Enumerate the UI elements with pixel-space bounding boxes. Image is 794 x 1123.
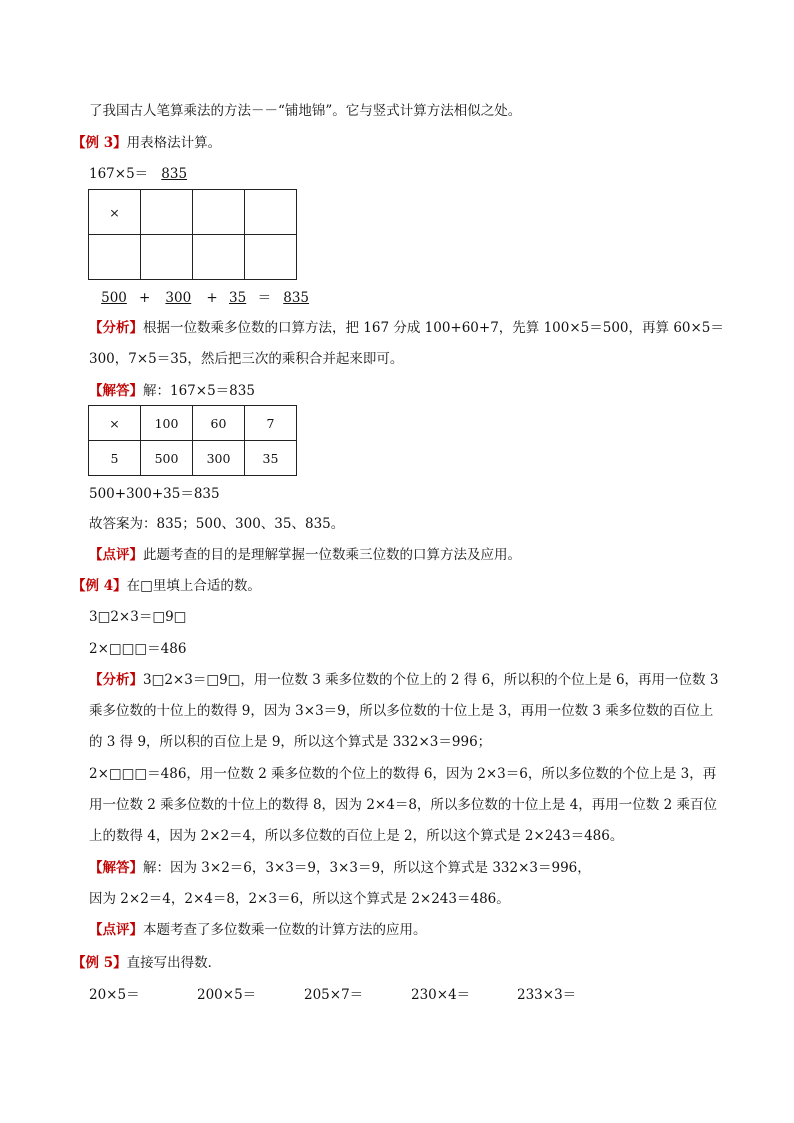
example-5-heading	[72, 953, 221, 973]
answer-table-cell: ×	[89, 406, 141, 441]
example-5-item: 205×7＝	[304, 987, 364, 1003]
blank-table-symbol: ×	[89, 190, 141, 235]
sum-part-1: 500	[101, 290, 127, 306]
example-3-expression	[89, 164, 200, 184]
example-4-question: 在□里填上合适的数。	[126, 578, 261, 594]
example-5-item: 20×5＝	[89, 987, 140, 1003]
analysis-text: 3□2×3＝□9□，用一位数 3 乘多位数的个位上的 2 得 6，所以积的个位上是 6，再用一位数 3	[143, 672, 719, 688]
equals-sign: ＝	[257, 290, 272, 306]
answer-text: 解：因为 3×2＝6，3×3＝9，3×3＝9，所以这个算式是 332×3＝996，	[143, 860, 591, 876]
analysis-label: 【分析】	[89, 320, 143, 336]
example-5-item: 230×4＝	[411, 987, 471, 1003]
example-4-analysis-line-2: 乘多位数的十位上的数得 9，因为 3×3＝9，所以多位数的十位上是 3，再用一位数 3 乘多位数的百位上	[89, 703, 714, 719]
example-3-analysis-line-1	[89, 318, 724, 338]
sum-total: 835	[283, 290, 310, 306]
example-3-tag: 【例 3】	[72, 135, 127, 151]
example-4-analysis-line-1	[89, 670, 718, 690]
example-5-item: 233×3＝	[517, 987, 577, 1003]
answer-table-cell: 500	[141, 441, 193, 476]
example-5-tag: 【例 5】	[72, 955, 127, 971]
answer-text: 解：167×5＝835	[143, 383, 255, 399]
answer-table-cell: 7	[245, 406, 297, 441]
comment-text: 此题考查的目的是理解掌握一位数乘三位数的口算方法及应用。	[143, 547, 521, 563]
comment-text: 本题考查了多位数乘一位数的计算方法的应用。	[143, 922, 427, 938]
comment-label: 【点评】	[89, 922, 143, 938]
example-3-comment	[89, 545, 521, 565]
example-4-analysis-line-6: 上的数得 4，因为 2×2＝4，所以多位数的百位上是 2，所以这个算式是 2×243＝486。	[89, 828, 624, 844]
sum-part-3: 35	[229, 290, 247, 306]
example-4-tag: 【例 4】	[72, 578, 127, 594]
answer-table-cell: 5	[89, 441, 141, 476]
example-5-question: 直接写出得数．	[126, 955, 222, 971]
answer-multiplication-table	[88, 405, 297, 476]
example-5-item: 200×5＝	[197, 987, 257, 1003]
blank-multiplication-table	[88, 189, 297, 280]
answer-table-cell: 60	[193, 406, 245, 441]
blank-cell	[193, 235, 245, 280]
blank-cell	[245, 235, 297, 280]
example-3-heading	[72, 133, 221, 153]
answer-table-cell: 35	[245, 441, 297, 476]
example-3-question: 用表格法计算。	[126, 135, 222, 151]
example-4-analysis-line-5: 用一位数 2 乘多位数的十位上的数得 8，因为 2×4＝8，所以多位数的十位上是 4，再用一位数 2 乘百位	[89, 797, 717, 813]
answer-table-cell: 300	[193, 441, 245, 476]
final-answer: 故答案为：835；500、300、35、835。	[89, 516, 345, 532]
blank-cell	[141, 190, 193, 235]
equation-1: 3□2×3＝□9□	[89, 609, 187, 625]
example-4-heading	[72, 576, 261, 596]
answer-table-cell: 100	[141, 406, 193, 441]
example-3-analysis-line-2: 300，7×5＝35，然后把三次的乘积合并起来即可。	[89, 351, 404, 367]
blank-cell	[141, 235, 193, 280]
analysis-text: 根据一位数乘多位数的口算方法，把 167 分成 100+60+7，先算 100×5＝500，再算 60×5＝	[143, 320, 724, 336]
comment-label: 【点评】	[89, 547, 143, 563]
analysis-label: 【分析】	[89, 672, 143, 688]
sum-line: 500+300+35＝835	[89, 486, 220, 502]
example-4-analysis-line-4: 2×□□□＝486，用一位数 2 乘多位数的个位上的数得 6，因为 2×3＝6，所以多位数的个位上是 3，再	[89, 766, 717, 782]
sum-part-2: 300	[165, 290, 192, 306]
intro-line: 了我国古人笔算乘法的方法－－“铺地锦”。它与竖式计算方法相似之处。	[89, 103, 522, 119]
example-4-answer-line-2: 因为 2×2＝4，2×4＝8，2×3＝6，所以这个算式是 2×243＝486。	[89, 891, 510, 907]
blank-cell	[245, 190, 297, 235]
equation-2: 2×□□□＝486	[89, 641, 187, 657]
example-3-answer	[89, 381, 255, 401]
blank-cell	[193, 190, 245, 235]
example-4-comment	[89, 920, 427, 940]
plus-sign: +	[206, 290, 218, 306]
expr-prefix: 167×5＝	[89, 166, 149, 182]
blank-cell	[89, 235, 141, 280]
example-4-answer-line-1	[89, 858, 591, 878]
example-4-analysis-line-3: 的 3 得 9，所以积的百位上是 9，所以这个算式是 332×3＝996；	[89, 734, 492, 750]
answer-label: 【解答】	[89, 383, 143, 399]
sum-expression	[89, 288, 321, 308]
answer-label: 【解答】	[89, 860, 143, 876]
expr-answer: 835	[161, 166, 188, 182]
plus-sign: +	[139, 290, 151, 306]
